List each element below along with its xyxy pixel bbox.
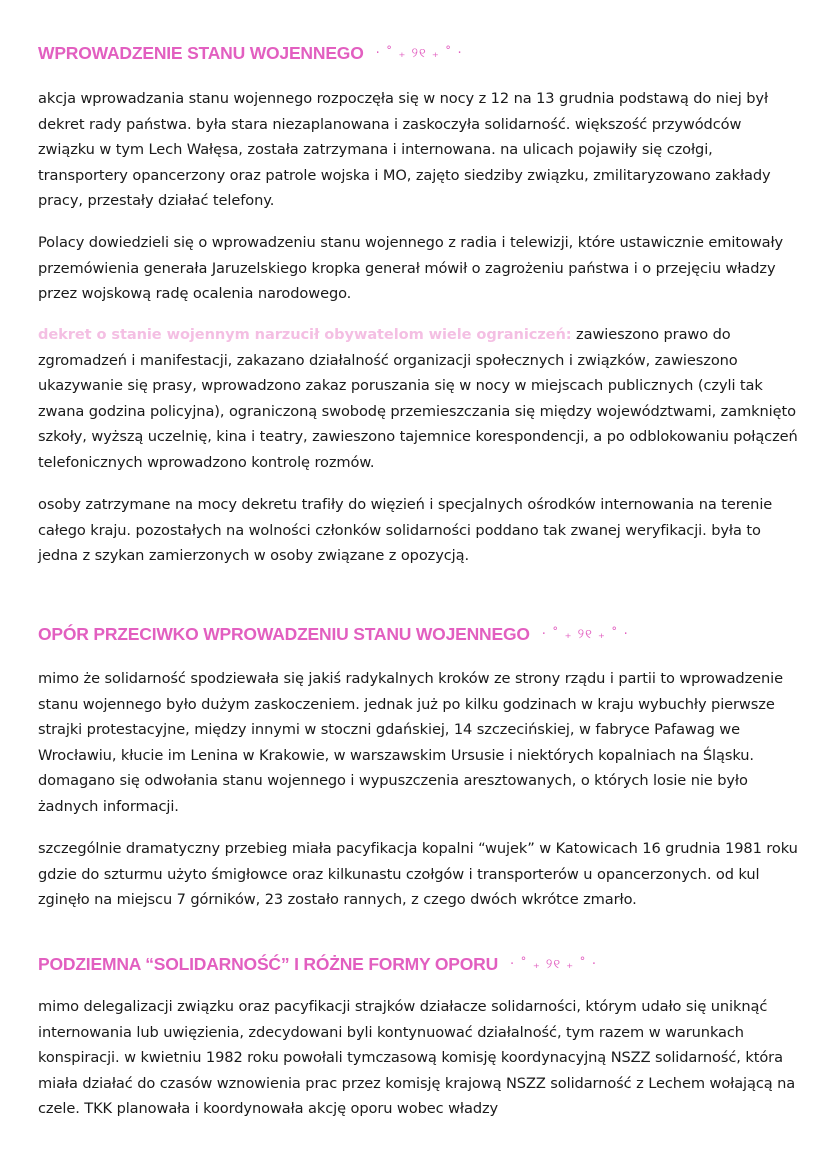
section-heading xyxy=(38,43,463,64)
section-heading-text: OPÓR PRZECIWKO WPROWADZENIU STANU WOJENNEGO xyxy=(38,624,530,644)
highlighted-lead: dekret o stanie wojennym narzucił obywatelom wiele ograniczeń: xyxy=(38,326,572,343)
sparkle-decoration-icon: · ˚ ₊ ୨୧ ₊ ˚ · xyxy=(541,627,629,642)
paragraph: akcja wprowadzania stanu wojennego rozpoczęła się w nocy z 12 na 13 grudnia podstawą do niej był dekret rady państwa. była stara niezaplanowana i zaskoczyła solidarność. większość przywódców związku w tym Lech Wałęsa, została zatrzymana i internowana. na ulicach pojawiły się czołgi, transportery opancerzony oraz patrole wojska i MO, zajęto siedziby związku, zmilitaryzowano zakłady pracy, przestały działać telefony. xyxy=(38,90,771,209)
paragraph: szczególnie dramatyczny przebieg miała pacyfikacja kopalni “wujek” w Katowicach 16 grudnia 1981 roku gdzie do szturmu użyto śmigłowce oraz kilkunastu czołgów i transporterów u opancerzonych. od kul zginęło na miejscu 7 górników, 23 zostało rannych, z czego dwóch wkrótce zmarło. xyxy=(38,840,798,908)
section-heading-text: WPROWADZENIE STANU WOJENNEGO xyxy=(38,43,364,63)
section-heading xyxy=(38,624,629,645)
paragraph-rest: zawieszono prawo do zgromadzeń i manifestacji, zakazano działalność organizacji społecznych i związków, zawieszono ukazywanie się prasy, wprowadzono zakaz poruszania się w nocy w miejscach publicznych (czyli tak zwana godzina policyjna), ograniczoną swobodę przemieszczania się między województwami, zamknięto szkoły, wyższą uczelnię, kina i teatry, zawieszono tajemnice korespondencji, a po odblokowaniu połączeń telefonicznych wprowadzono kontrolę rozmów. xyxy=(38,326,798,471)
section-heading-text: PODZIEMNA “SOLIDARNOŚĆ” I RÓŻNE FORMY OPORU xyxy=(38,954,499,974)
paragraph: osoby zatrzymane na mocy dekretu trafiły do więzień i specjalnych ośrodków internowania na terenie całego kraju. pozostałych na wolności członków solidarności poddano tak zwanej weryfikacji. była to jedna z szykan zamierzonych w osoby związane z opozycją. xyxy=(38,496,773,564)
sparkle-decoration-icon: · ˚ ₊ ୨୧ ₊ ˚ · xyxy=(375,46,463,61)
paragraph: Polacy dowiedzieli się o wprowadzeniu stanu wojennego z radia i telewizji, które ustawicznie emitowały przemówienia generała Jaruzelskiego kropka generał mówił o zagrożeniu państwa i o przejęciu władzy przez wojskową radę ocalenia narodowego. xyxy=(38,234,784,302)
section-heading xyxy=(38,954,597,975)
paragraph-with-highlight xyxy=(38,322,798,475)
paragraph: mimo delegalizacji związku oraz pacyfikacji strajków działacze solidarności, którym udało się uniknąć internowania lub uwięzienia, zdecydowani byli kontynuować działalność, tym razem w warunkach konspiracji. w kwietniu 1982 roku powołali tymczasową komisję koordynacyjną NSZZ solidarność, która miała działać do czasów wznowienia prac przez komisję krajową NSZZ solidarność z Lechem wołającą na czele. TKK planowała i koordynowała akcję oporu wobec władzy xyxy=(38,998,796,1117)
sparkle-decoration-icon: · ˚ ₊ ୨୧ ₊ ˚ · xyxy=(510,957,598,972)
paragraph: mimo że solidarność spodziewała się jakiś radykalnych kroków ze strony rządu i partii to wprowadzenie stanu wojennego było dużym zaskoczeniem. jednak już po kilku godzinach w kraju wybuchły pierwsze strajki protestacyjne, między innymi w stoczni gdańskiej, 14 szczecińskiej, w fabryce Pafawag we Wrocławiu, kłucie im Lenina w Krakowie, w warszawskim Ursusie i niektórych kopalniach na Śląsku. domagano się odwołania stanu wojennego i wypuszczenia aresztowanych, o których losie nie było żadnych informacji. xyxy=(38,670,783,815)
